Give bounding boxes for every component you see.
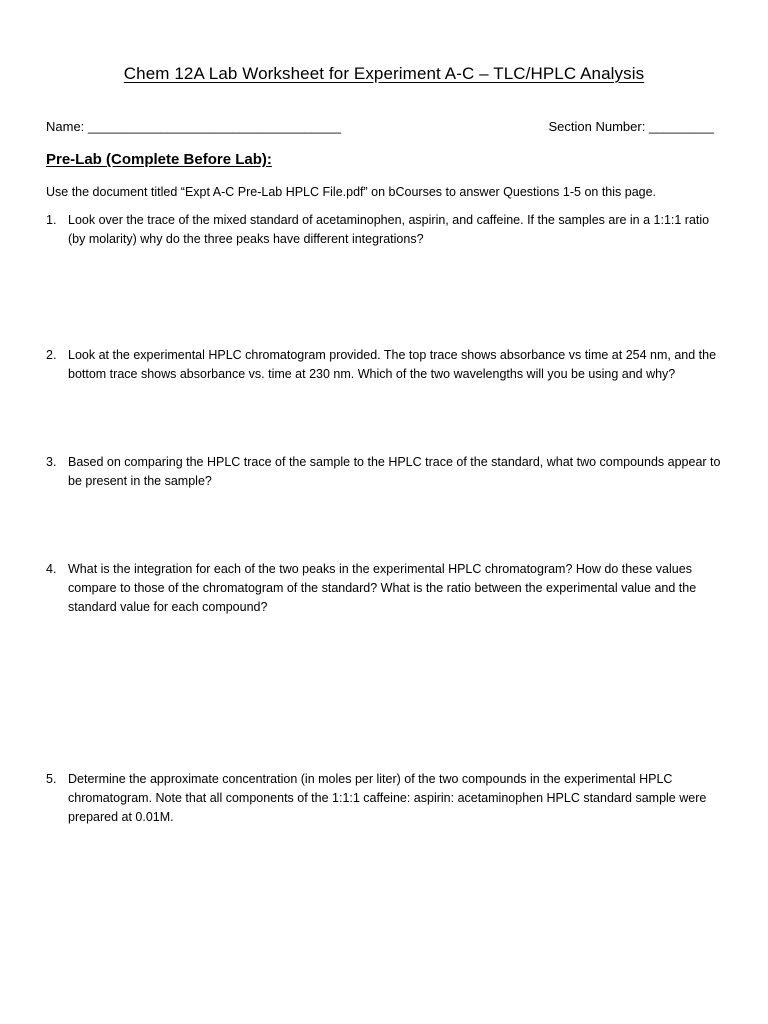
question-3: [46, 453, 722, 491]
question-number: 2.: [46, 348, 57, 362]
name-field: Name: ___________________________________: [46, 119, 341, 134]
question-text: What is the integration for each of the two peaks in the experimental HPLC chromatogram? How do these values compare to those of the chromatogram of the standard? What is the ratio between the experimental value and the standard value for each compound?: [68, 562, 697, 614]
question-1: [46, 211, 722, 249]
question-text: Look at the experimental HPLC chromatogram provided. The top trace shows absorbance vs time at 254 nm, and the bottom trace shows absorbance vs. time at 230 nm. Which of the two wavelengths will you be using and why?: [68, 348, 717, 381]
section-number-field: Section Number: _________: [548, 119, 714, 134]
worksheet-title: Chem 12A Lab Worksheet for Experiment A-C – TLC/HPLC Analysis: [123, 64, 645, 83]
question-2: [46, 346, 722, 384]
question-4: [46, 560, 722, 617]
question-5: [46, 770, 722, 827]
intro-instructions: Use the document titled “Expt A-C Pre-Lab HPLC File.pdf” on bCourses to answer Questions 1-5 on this page.: [46, 185, 657, 199]
question-number: 1.: [46, 213, 57, 227]
question-number: 3.: [46, 455, 57, 469]
question-text: Look over the trace of the mixed standard of acetaminophen, aspirin, and caffeine. If the samples are in a 1:1:1 ratio (by molarity) why do the three peaks have different integrations?: [68, 213, 710, 246]
pre-lab-heading: Pre-Lab (Complete Before Lab):: [46, 151, 272, 168]
question-text: Based on comparing the HPLC trace of the sample to the HPLC trace of the standard, what two compounds appear to be present in the sample?: [68, 455, 721, 488]
question-text: Determine the approximate concentration (in moles per liter) of the two compounds in the experimental HPLC chromatogram. Note that all components of the 1:1:1 caffeine: aspirin: acetaminophen HPLC standard sample were prepared at 0.01M.: [68, 772, 707, 824]
question-number: 5.: [46, 772, 57, 786]
question-number: 4.: [46, 562, 57, 576]
